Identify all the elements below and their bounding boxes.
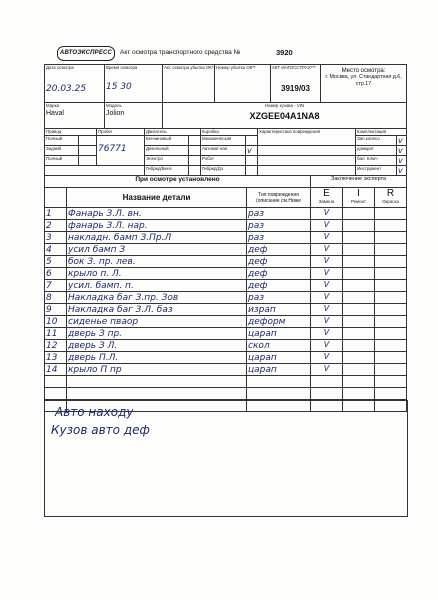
damage-type-text: израп: [248, 305, 276, 315]
paint-mark: [375, 280, 407, 292]
damage-type: [247, 340, 311, 352]
part-name-header: Название детали: [67, 188, 247, 208]
engine-2-mark: [189, 146, 201, 156]
damage-type: [247, 280, 311, 292]
part-name-text: Накладка баг З.Л. баз: [68, 305, 173, 315]
empty-cell: [311, 376, 343, 388]
row-number: [45, 232, 67, 244]
paint-mark: [375, 244, 407, 256]
part-name-text: дверь З пр.: [68, 329, 123, 339]
brand-cell: [45, 103, 105, 129]
replace-mark: [311, 256, 343, 268]
damage-type-text: деф: [248, 245, 268, 255]
empty-cell: [375, 388, 407, 400]
paint-mark: [375, 328, 407, 340]
replace-mark-text: V: [323, 244, 330, 253]
table-row: [45, 244, 407, 256]
gear-1: Механическая: [201, 136, 246, 146]
replace-mark: [311, 244, 343, 256]
engine-header: Двигатель: [145, 129, 201, 136]
paint-mark: [375, 208, 407, 220]
replace-mark-text: V: [323, 256, 330, 265]
repair-mark: [343, 268, 375, 280]
row-number-text: 11: [46, 329, 58, 339]
paint-mark: [375, 304, 407, 316]
row-number: [45, 292, 67, 304]
row-number: [45, 340, 67, 352]
gear-3: Робот: [201, 156, 246, 166]
vin-label: Номер кузова - VIN: [264, 103, 305, 108]
damage-type: [247, 292, 311, 304]
paint-mark: [375, 220, 407, 232]
engine-1-mark: [189, 136, 201, 146]
place-value: г. Москва, ул. Стандартная д.6, стр.17: [325, 74, 402, 87]
damage-type: [247, 316, 311, 328]
part-name-text: Фанарь З.Л. вн.: [68, 209, 142, 219]
empty-cell: [375, 376, 407, 388]
part-name: [67, 328, 247, 340]
repair-mark: [343, 292, 375, 304]
damage-char-2: [258, 146, 356, 156]
part-name: [67, 208, 247, 220]
part-name-text: усил бамп З: [68, 245, 126, 255]
info-table-top: [44, 64, 407, 103]
part-name: [67, 364, 247, 376]
replace-mark-text: V: [323, 268, 330, 277]
table-row: [45, 256, 407, 268]
brand-label: Марка: [46, 103, 60, 108]
note-line-1: Авто находу: [55, 405, 134, 419]
model-cell: [105, 103, 163, 129]
flags-table: [44, 128, 407, 176]
damage-char-3: [258, 156, 356, 166]
ack-cell: [163, 65, 215, 103]
damage-type-text: царап: [248, 365, 277, 375]
row-number-text: 7: [46, 281, 52, 291]
engine-4: Гибрид/Бенз: [145, 166, 189, 176]
drive-1: Полный: [45, 136, 79, 146]
damage-type: [247, 232, 311, 244]
damage-type-text: раз: [248, 209, 265, 219]
row-number-text: 13: [46, 353, 58, 363]
gearbox-header: Коробка: [201, 129, 258, 136]
part-name: [67, 292, 247, 304]
row-number-text: 6: [46, 269, 52, 279]
table-row: [45, 304, 407, 316]
row-number: [45, 208, 67, 220]
replace-mark: [311, 304, 343, 316]
mileage-cell: [97, 136, 145, 166]
repair-mark: [343, 232, 375, 244]
empty-cell: [45, 376, 67, 388]
damage-type-text: деф: [248, 269, 268, 279]
empty-cell: [45, 388, 67, 400]
part-name: [67, 232, 247, 244]
paint-mark: [375, 232, 407, 244]
date-cell: [45, 65, 105, 103]
equip-2-mark: v: [397, 146, 407, 156]
replace-mark: [311, 280, 343, 292]
gear-4-mark: [246, 166, 258, 176]
row-number-text: 1: [46, 209, 52, 219]
part-name: [67, 220, 247, 232]
replace-mark: [311, 328, 343, 340]
repair-mark: [343, 220, 375, 232]
gear-1-mark: [246, 136, 258, 146]
place-label: Место осмотра:: [341, 68, 386, 74]
parts-table: [44, 175, 407, 412]
table-row: [45, 364, 407, 376]
table-row: [45, 340, 407, 352]
ingos-value: 3919/03: [281, 84, 310, 93]
empty-cell: [247, 388, 311, 400]
place-cell: [321, 65, 407, 103]
empty-cell: [67, 388, 247, 400]
drive-3: Полный: [45, 156, 79, 166]
row-number: [45, 352, 67, 364]
gear-4: Гибрид/Дз: [201, 166, 246, 176]
row-number-text: 10: [46, 317, 58, 327]
found-header: При осмотре установлено: [45, 176, 311, 188]
replace-mark-text: V: [323, 304, 330, 313]
part-name-text: накладн. бамп З.Пр.Л: [68, 233, 172, 243]
info-table-vehicle: [44, 102, 407, 129]
part-name-text: крыло П пр: [68, 365, 122, 375]
part-name: [67, 280, 247, 292]
equip-header: Комплектация: [356, 129, 407, 136]
table-row: [45, 352, 407, 364]
ack-number-label: Номер убытка ОК**: [216, 65, 256, 70]
row-number-text: 5: [46, 257, 52, 267]
replace-mark-text: V: [323, 328, 330, 337]
drive-1-mark: [79, 136, 97, 146]
drive-3-mark: [79, 156, 97, 166]
paint-mark: [375, 256, 407, 268]
drive-2: Задний: [45, 146, 79, 156]
damage-type: [247, 352, 311, 364]
damage-type-text: раз: [248, 221, 265, 231]
damage-char-header: Характеристика повреждения: [258, 129, 356, 146]
replace-mark-text: V: [323, 292, 330, 301]
table-row: [45, 232, 407, 244]
repair-mark: [343, 364, 375, 376]
repair-mark: [343, 280, 375, 292]
row-number-text: 14: [46, 365, 58, 375]
row-number: [45, 280, 67, 292]
damage-type-text: деф: [248, 257, 268, 267]
empty-cell: [343, 388, 375, 400]
gear-2: Автомат-кая: [201, 146, 246, 156]
replace-mark: [311, 208, 343, 220]
replace-mark: [311, 364, 343, 376]
date-label: Дата осмотра: [46, 65, 74, 70]
table-row: [45, 208, 407, 220]
vin-value: XZGEE04A1NA8: [249, 111, 320, 121]
gear-3-mark: [246, 156, 258, 166]
part-name-text: дверь З Л.: [68, 341, 118, 351]
part-name-text: фанарь З.Л. нар.: [68, 221, 148, 231]
paint-mark: [375, 340, 407, 352]
equip-1: Зап.колесо: [356, 136, 397, 146]
damage-type-text: скол: [248, 341, 270, 351]
damage-type: [247, 268, 311, 280]
part-name: [67, 340, 247, 352]
replace-mark: [311, 292, 343, 304]
part-name-text: усил. бамп. п.: [68, 281, 134, 291]
part-name: [67, 268, 247, 280]
replace-mark: [311, 340, 343, 352]
row-number-text: 3: [46, 233, 52, 243]
replace-mark-text: V: [323, 364, 330, 373]
row-number: [45, 364, 67, 376]
engine-3-mark: [189, 156, 201, 166]
damage-type: [247, 256, 311, 268]
damage-type-text: раз: [248, 293, 265, 303]
part-name-text: сиденье пваор: [68, 317, 139, 327]
repair-mark: [343, 316, 375, 328]
damage-type: [247, 220, 311, 232]
replace-mark-text: V: [323, 208, 330, 217]
row-number: [45, 220, 67, 232]
paint-mark: [375, 352, 407, 364]
damage-type: [247, 208, 311, 220]
row-number-text: 2: [46, 221, 52, 231]
row-number: [45, 328, 67, 340]
time-value: 15 30: [106, 82, 132, 92]
drive-4: [45, 166, 145, 176]
row-number-text: 8: [46, 293, 52, 303]
part-name: [67, 304, 247, 316]
part-name: [67, 352, 247, 364]
repair-mark: [343, 304, 375, 316]
row-number: [45, 244, 67, 256]
table-row: [45, 220, 407, 232]
table-row-empty: [45, 388, 407, 400]
part-name: [67, 256, 247, 268]
equip-4-mark: v: [397, 166, 407, 176]
damage-type: [247, 304, 311, 316]
paint-mark: [375, 364, 407, 376]
part-name-text: Накладка баг З.пр. Зов: [68, 293, 179, 303]
paint-mark: [375, 292, 407, 304]
ack-number-cell: [215, 65, 271, 103]
company-logo: АВТОЭКСПРЕСС: [57, 46, 115, 61]
replace-mark-text: V: [323, 340, 330, 349]
ack-label: Акт осмотра убытка ОК*: [164, 65, 214, 70]
equip-1-mark: v: [397, 136, 407, 146]
note-line-2: Кузов авто деф: [51, 423, 150, 437]
table-row: [45, 280, 407, 292]
act-number: 3920: [276, 48, 293, 57]
vin-cell: [163, 103, 407, 129]
replace-mark-text: V: [323, 316, 330, 325]
damage-type-text: раз: [248, 233, 265, 243]
table-row-empty: [45, 376, 407, 388]
e-header: E Замена: [311, 188, 343, 208]
engine-2: Дизельный: [145, 146, 189, 156]
engine-4-mark: [189, 166, 201, 176]
row-number: [45, 304, 67, 316]
table-row: [45, 316, 407, 328]
empty-cell: [247, 376, 311, 388]
paint-mark: [375, 316, 407, 328]
paint-mark: [375, 268, 407, 280]
gear-2-mark: v: [246, 146, 258, 156]
engine-3: Электро: [145, 156, 189, 166]
empty-cell: [311, 388, 343, 400]
row-number-text: 9: [46, 305, 52, 315]
replace-mark: [311, 232, 343, 244]
time-label: Время осмотра: [106, 65, 138, 70]
row-number-text: 4: [46, 245, 52, 255]
replace-mark: [311, 316, 343, 328]
model-value: Jolion: [106, 110, 125, 117]
equip-2: домкрат: [356, 146, 397, 156]
replace-mark-text: V: [323, 220, 330, 229]
empty-cell: [343, 376, 375, 388]
engine-1: Бензиновый: [145, 136, 189, 146]
equip-3-mark: v: [397, 156, 407, 166]
damage-type-header: Тип повреждения (описание см.Ниже: [247, 188, 311, 208]
ingos-label: АКТ ИНГОССТРАХ***: [272, 65, 316, 70]
replace-mark-text: V: [323, 280, 330, 289]
drive-2-mark: [79, 146, 97, 156]
replace-mark: [311, 268, 343, 280]
table-row: [45, 292, 407, 304]
r-header: R Окраска: [375, 188, 407, 208]
damage-type-text: царап: [248, 353, 277, 363]
part-name: [67, 244, 247, 256]
mileage-label: Пробег: [98, 129, 113, 134]
damage-type-text: деформ: [248, 317, 286, 327]
replace-mark: [311, 352, 343, 364]
i-header: I Ремонт: [343, 188, 375, 208]
repair-mark: [343, 208, 375, 220]
repair-mark: [343, 256, 375, 268]
drive-header: Привод: [45, 129, 97, 136]
row-number: [45, 316, 67, 328]
repair-mark: [343, 340, 375, 352]
time-cell: [105, 65, 163, 103]
mileage-label-cell: [97, 129, 145, 136]
parts-body: [45, 208, 407, 412]
damage-type-text: царап: [248, 329, 277, 339]
damage-type: [247, 244, 311, 256]
row-number: [45, 256, 67, 268]
equip-4: Инструмент: [356, 166, 397, 176]
replace-mark: [311, 220, 343, 232]
damage-char-4: [258, 166, 356, 176]
conclusion-header: Заключение эксперта: [311, 176, 407, 188]
mileage-value: 76771: [98, 144, 127, 154]
table-row: [45, 268, 407, 280]
empty-cell: [67, 376, 247, 388]
damage-type: [247, 328, 311, 340]
repair-mark: [343, 244, 375, 256]
damage-type: [247, 364, 311, 376]
act-title: Акт осмотра транспортного средства №: [120, 49, 241, 56]
model-label: Модель: [106, 103, 122, 108]
equip-3: бал. Ключ: [356, 156, 397, 166]
date-value: 20.03.25: [46, 84, 87, 94]
repair-mark: [343, 328, 375, 340]
table-row: [45, 328, 407, 340]
row-number-text: 12: [46, 341, 58, 351]
part-name-text: бок З. пр. лев.: [68, 257, 136, 267]
part-name: [67, 316, 247, 328]
part-name-text: дверь П.Л.: [68, 353, 119, 363]
damage-type-text: деф: [248, 281, 268, 291]
row-number: [45, 268, 67, 280]
ingos-cell: [271, 65, 321, 103]
brand-value: Haval: [46, 110, 64, 117]
part-name-text: крыло п. Л.: [68, 269, 122, 279]
num-header: [45, 188, 67, 208]
notes-box: [44, 400, 408, 517]
repair-mark: [343, 352, 375, 364]
replace-mark-text: V: [323, 352, 330, 361]
replace-mark-text: V: [323, 232, 330, 241]
